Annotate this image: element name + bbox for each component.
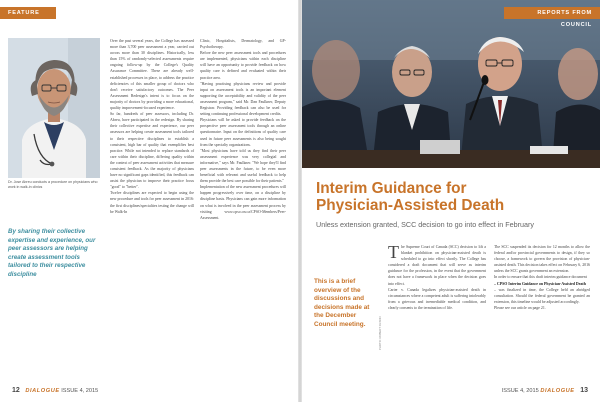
- right-page: [300, 0, 600, 402]
- issue-label: ISSUE 4, 2015: [501, 388, 539, 394]
- doctor-portrait-photo: [8, 38, 100, 178]
- council-meeting-illustration: [300, 0, 600, 168]
- paragraph: "Having practising physicians review and provide input on assessment tools is an important element supporting the acceptability and validity of the peer assessment program," said Mr. Dan Faulkner, Deputy Registrar. Providing feedback can also be used for setting continuing professional development credits.: [200, 81, 286, 117]
- left-article-column-1: [110, 38, 194, 215]
- section-tab-reports: REPORTS FROM COUNCIL: [504, 7, 600, 19]
- right-article-column-2: [494, 244, 590, 311]
- article-deck: Unless extension granted, SCC decision to go into effect in February: [316, 220, 535, 229]
- magazine-name: DIALOGUE: [540, 388, 575, 394]
- drop-cap: T: [388, 242, 399, 262]
- paragraph-text: he Supreme Court of Canada (SCC) decision to lift a blanket prohibition on physician-assisted death is scheduled to go into effect shortly. The College has considered a draft document that will serve as interim guidance for the profession, in the event that the government does not have a framework in place when the decision goes into effect.: [388, 245, 486, 286]
- left-footer: [8, 387, 98, 394]
- right-article-column-1: [388, 244, 486, 311]
- section-tab-feature: FEATURE: [0, 7, 56, 19]
- photo-credit: PHOTO: ROBERT OLSON: [378, 316, 382, 350]
- paragraph: Physicians will be asked to provide feedback on the prospective peer assessment tools through an online questionnaire. Input on the definitions of quality care used in future peer assessments is also being sought from the specialty organizations.: [200, 118, 286, 147]
- paragraph: Twelve disciplines are expected to begin using the new procedure and tools for peer assessment in 2016: the first disciplines/specialties testing the change will be Walk-In: [110, 191, 194, 214]
- magazine-name: DIALOGUE: [25, 388, 60, 394]
- left-article-column-2: [200, 38, 286, 221]
- headline-line-2: Physician-Assisted Death: [316, 197, 505, 214]
- paragraph: Carter v. Canada legalizes physician-assisted death in circumstances where a competent adult is suffering intolerably from a grievous and irremediable medical condition, and clearly consents to the termination of life.: [388, 287, 486, 310]
- page-number: 13: [580, 387, 588, 394]
- page-gutter: [298, 0, 302, 402]
- paragraph: Implementation of the new assessment procedures will happen progressively over time, on a discipline by discipline basis. Physicians can gain more information on what is involved in the peer assessment process by visiting www.cpso.on.ca/CPSO-Members/Peer-Assessment.: [200, 185, 286, 220]
- paragraph: Over the past several years, the College has assessed more than 3,700 peer assessment a year, carried out across more than 30 disciplines. Historically, less than 15% of randomly-selected assessments require ongoing follow-up by the College's Quality Assurance Committee. These are already well-established processes in place, to address the practice deficiencies of this smaller group of doctors who don't receive satisfactory outcomes. The Peer Assessment Redesign's intent is to focus on the majority of doctors by providing a more educational, quality improvement-focused experience.: [110, 39, 194, 111]
- article-headline: [316, 180, 596, 214]
- paragraph: So far, hundreds of peer assessors, including Dr. Abreu, have participated in the redesign. By sharing their collective expertise and experience, our peer assessors are helping create assessment tools tailored to their respective disciplines to establish a consistent, high bar of quality that exemplifies best practice. While not intended to replace standards of care within their discipline, differing quality within the context of peer assessment activities that measure consistent feedback. As the majority of physicians have no significant gaps identified, this feedback can assist the physician to improve their practice focus "good" to "better".: [110, 112, 194, 190]
- paragraph: – was finalized in time, the College held an abridged consultation. Should the federal government be granted an extension, this timeline would be adjusted accordingly.: [494, 287, 590, 304]
- paragraph: Please see our article on page 21.: [494, 305, 546, 310]
- issue-label: ISSUE 4, 2015: [61, 388, 99, 394]
- paragraph: Before the new peer assessment tools and procedures are implemented, physicians within each discipline will have an opportunity to provide feedback on how quality care is defined and evaluated within their practice area.: [200, 51, 286, 80]
- page-number: 12: [12, 387, 20, 394]
- council-meeting-photo: [300, 0, 600, 168]
- intro-blurb: This is a brief overview of the discussions and decisions made at the December Council meeting.: [314, 278, 370, 328]
- paragraph: In order to ensure that this draft interim guidance document: [494, 275, 587, 280]
- paragraph: [388, 244, 486, 287]
- photo-caption: Dr. Jose Abreu conducts a procedure on physicians who work in walk-in clinics: [8, 180, 98, 189]
- headline-line-1: Interim Guidance for: [316, 180, 467, 197]
- right-footer: [502, 387, 592, 394]
- paragraph: The SCC suspended its decision for 12 months to allow the federal and/or provincial governments to design, if they so choose, a framework to govern the provision of physician-assisted death. This decision takes effect on February 6, 2016 unless the SCC grants government an extension.: [494, 245, 590, 274]
- guidance-document-title[interactable]: – CPSO Interim Guidance on Physician-Assisted Death: [494, 281, 586, 286]
- paragraph: Clinic, Hospitalists, Dermatology, and GP-Psychotherapy.: [200, 39, 286, 50]
- pull-quote: By sharing their collective expertise and experience, our peer assessors are helping create assessment tools tailored to their respective discipline: [8, 228, 96, 278]
- portrait-illustration: [8, 38, 100, 178]
- paragraph: "Most physicians have told us they find their peer assessment experience was very collegial and informative," says Mr. Faulkner. "We hope they'll find peer assessments in the future, to be even more beneficial with relevant and useful feedback to help them provide the best care possible for their patients.": [200, 148, 286, 184]
